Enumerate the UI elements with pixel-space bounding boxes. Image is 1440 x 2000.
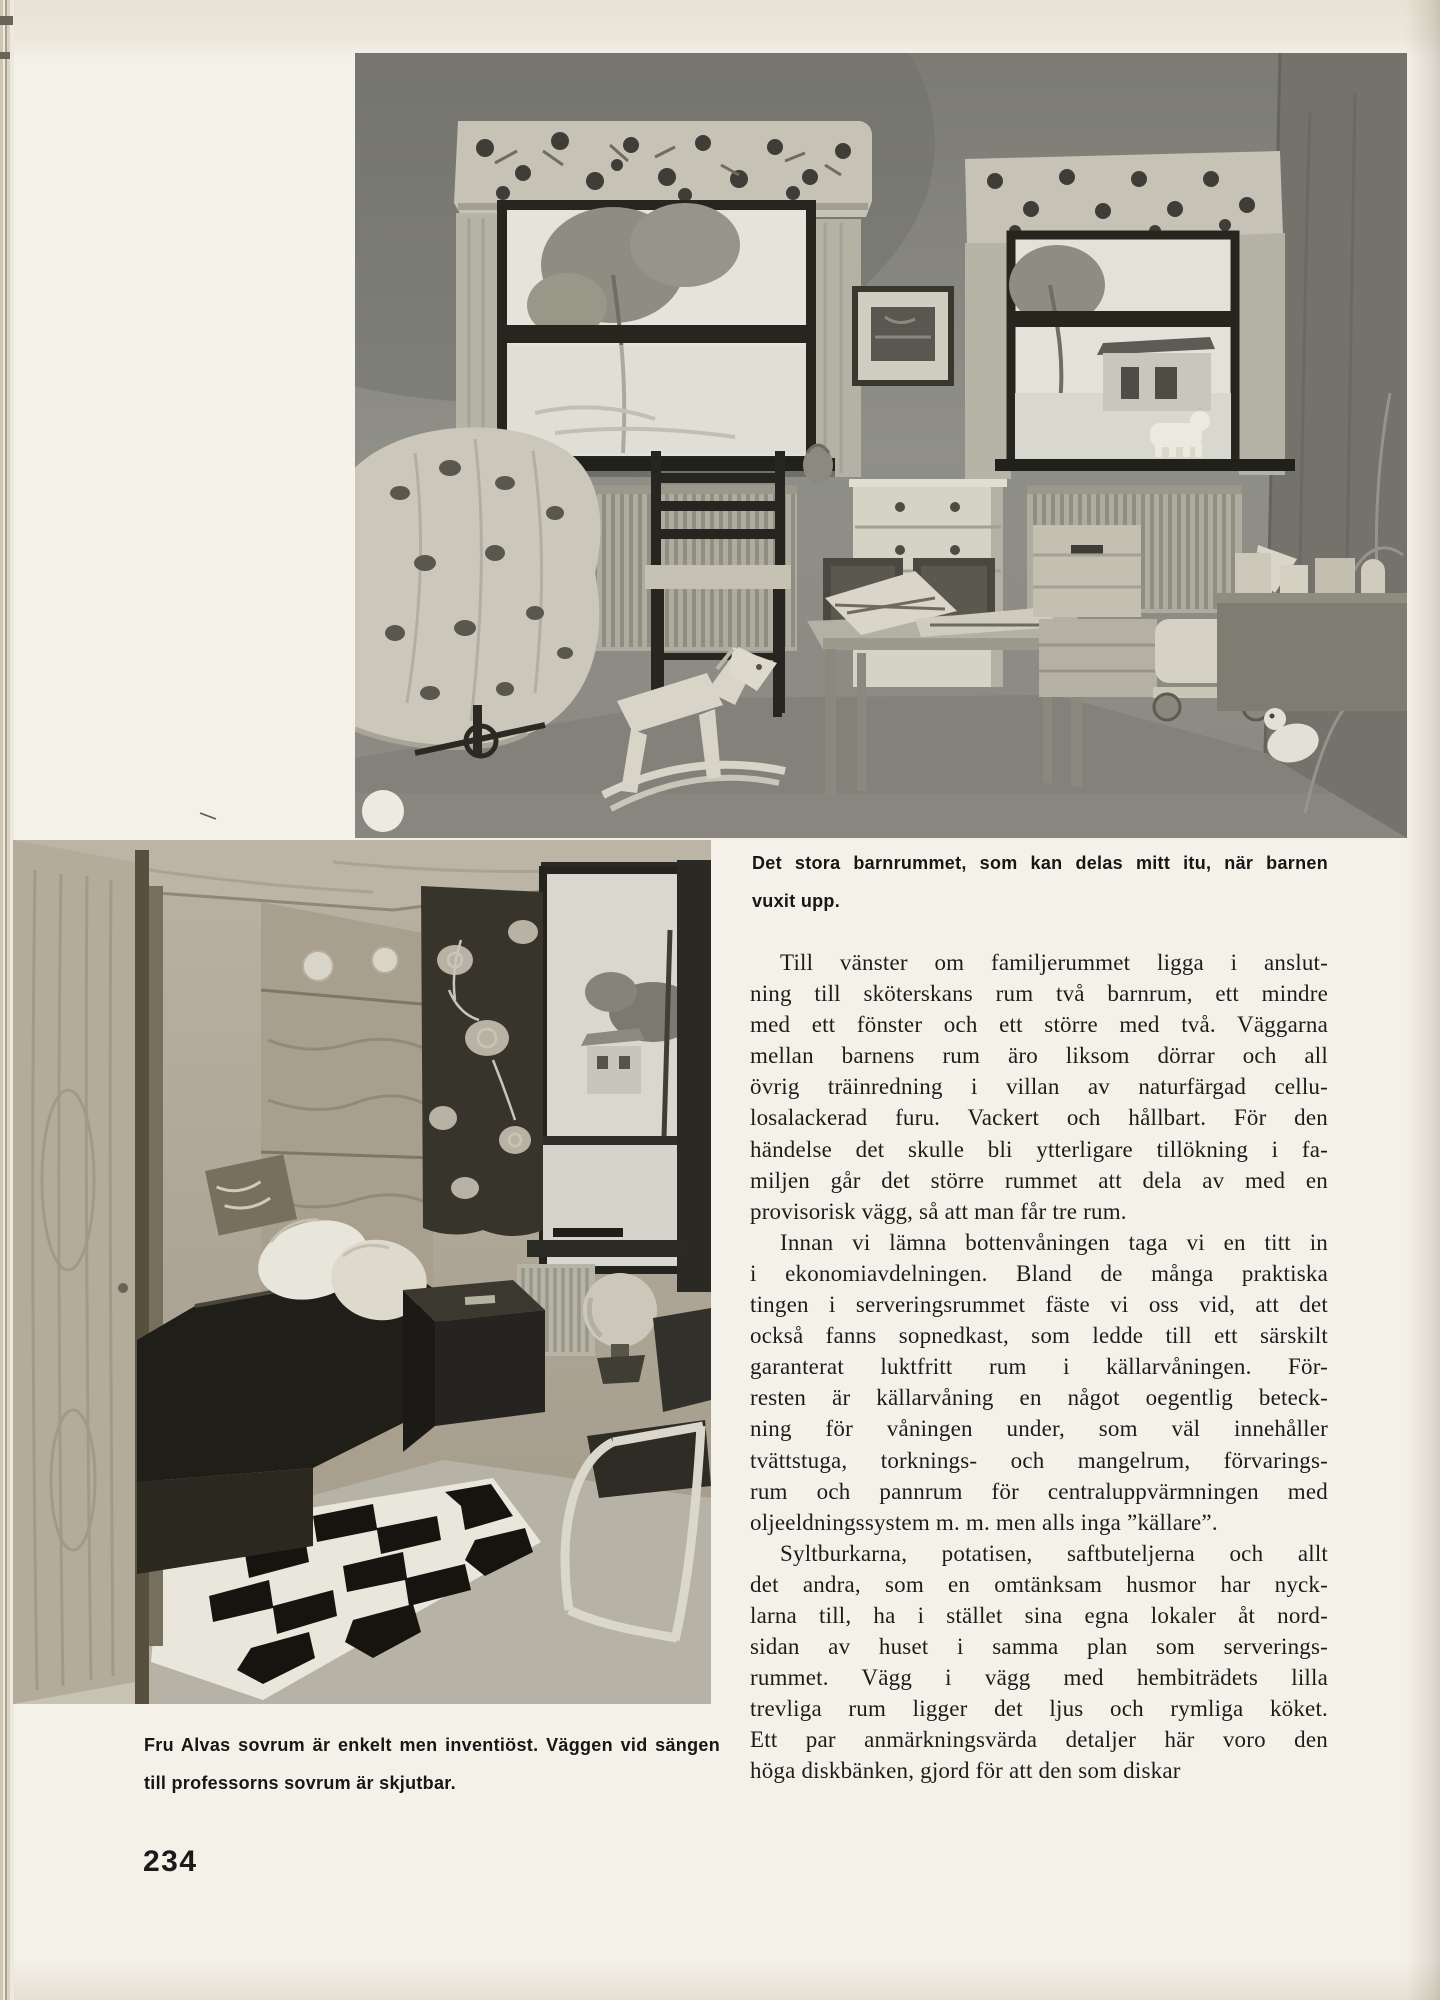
- article-line: det andra, som en omtänksam husmor har nyck-: [750, 1571, 1328, 1597]
- article-line: övrig träinredning i villan av naturfärgad cellu-: [750, 1074, 1328, 1100]
- bedroom-photo: [13, 840, 711, 1704]
- article-line: ning för våningen under, som väl innehåller: [750, 1416, 1328, 1442]
- article-line: Till vänster om familjerummet ligga i anslut-: [780, 950, 1328, 975]
- article-line: Ett par anmärkningsvärda detaljer här voro den: [750, 1727, 1328, 1753]
- article-line: ning till sköterskans rum två barnrum, ett mindre: [750, 981, 1328, 1007]
- article-line: larna till, ha i stället sina egna lokaler åt nord-: [750, 1602, 1328, 1628]
- article-paragraph-3: [750, 1538, 1328, 1787]
- article-line: sidan av huset i samma plan som serverings-: [750, 1634, 1328, 1660]
- article-line: miljen går det större rummet att dela av med en: [750, 1167, 1328, 1193]
- article-line: mellan barnens rum äro liksom dörrar och all: [750, 1043, 1328, 1069]
- article-line: i ekonomiavdelningen. Bland de många praktiska: [750, 1260, 1328, 1286]
- article-paragraph-1: [750, 947, 1328, 1227]
- article-line: händelse det skulle bli ytterligare tillökning i fa-: [750, 1136, 1328, 1162]
- article-body: [750, 947, 1328, 1787]
- caption-line: till professorns sovrum är skjutbar.: [144, 1773, 456, 1793]
- bedroom-illustration: [13, 840, 711, 1704]
- page-number: 234: [143, 1845, 198, 1878]
- gutter-mark: [0, 52, 10, 59]
- caption-line: Fru Alvas sovrum är enkelt men inventiöst. Väggen vid sängen: [144, 1735, 720, 1755]
- article-line: tingen i serveringsrummet fäste vi oss vid, att det: [750, 1292, 1328, 1318]
- article-line: tvättstuga, torknings- och mangelrum, förvarings-: [750, 1447, 1328, 1473]
- article-line: oljeeldningssystem m. m. men alls inga ”källare”.: [750, 1509, 1218, 1535]
- article-line: Syltburkarna, potatisen, saftbuteljerna och allt: [780, 1540, 1328, 1566]
- article-line: provisorisk vägg, så att man får tre rum.: [750, 1198, 1127, 1224]
- article-line: trevliga rum ligger det ljus och rymliga köket.: [750, 1696, 1328, 1722]
- article-line: rummet. Vägg i vägg med hembiträdets lilla: [750, 1665, 1328, 1691]
- gutter-mark: [0, 16, 13, 25]
- article-line: med ett fönster och ett större med två. Väggarna: [750, 1012, 1328, 1038]
- children-room-photo: [355, 53, 1407, 838]
- children-room-caption: [752, 844, 1328, 920]
- bedroom-caption: [144, 1726, 720, 1802]
- caption-line: vuxit upp.: [752, 891, 840, 911]
- article-line: resten är källarvåning en något oegentlig beteck-: [750, 1385, 1328, 1411]
- caption-line: Det stora barnrummet, som kan delas mitt itu, när barnen: [752, 853, 1328, 873]
- article-line: garanterat luktfritt rum i källarvåningen. För-: [750, 1354, 1328, 1380]
- children-room-illustration: [355, 53, 1407, 838]
- article-line: losalackerad furu. Vackert och hållbart. För den: [750, 1105, 1328, 1131]
- article-line: också fanns sopnedkast, som ledde till ett särskilt: [750, 1323, 1328, 1349]
- book-gutter-edge: [0, 0, 14, 2000]
- scratch-mark: [199, 811, 217, 820]
- article-line: rum och pannrum för centraluppvärmningen med: [750, 1478, 1328, 1504]
- article-paragraph-2: [750, 1227, 1328, 1538]
- article-line: höga diskbänken, gjord för att den som diskar: [750, 1758, 1181, 1784]
- article-line: Innan vi lämna bottenvåningen taga vi en titt in: [780, 1229, 1328, 1255]
